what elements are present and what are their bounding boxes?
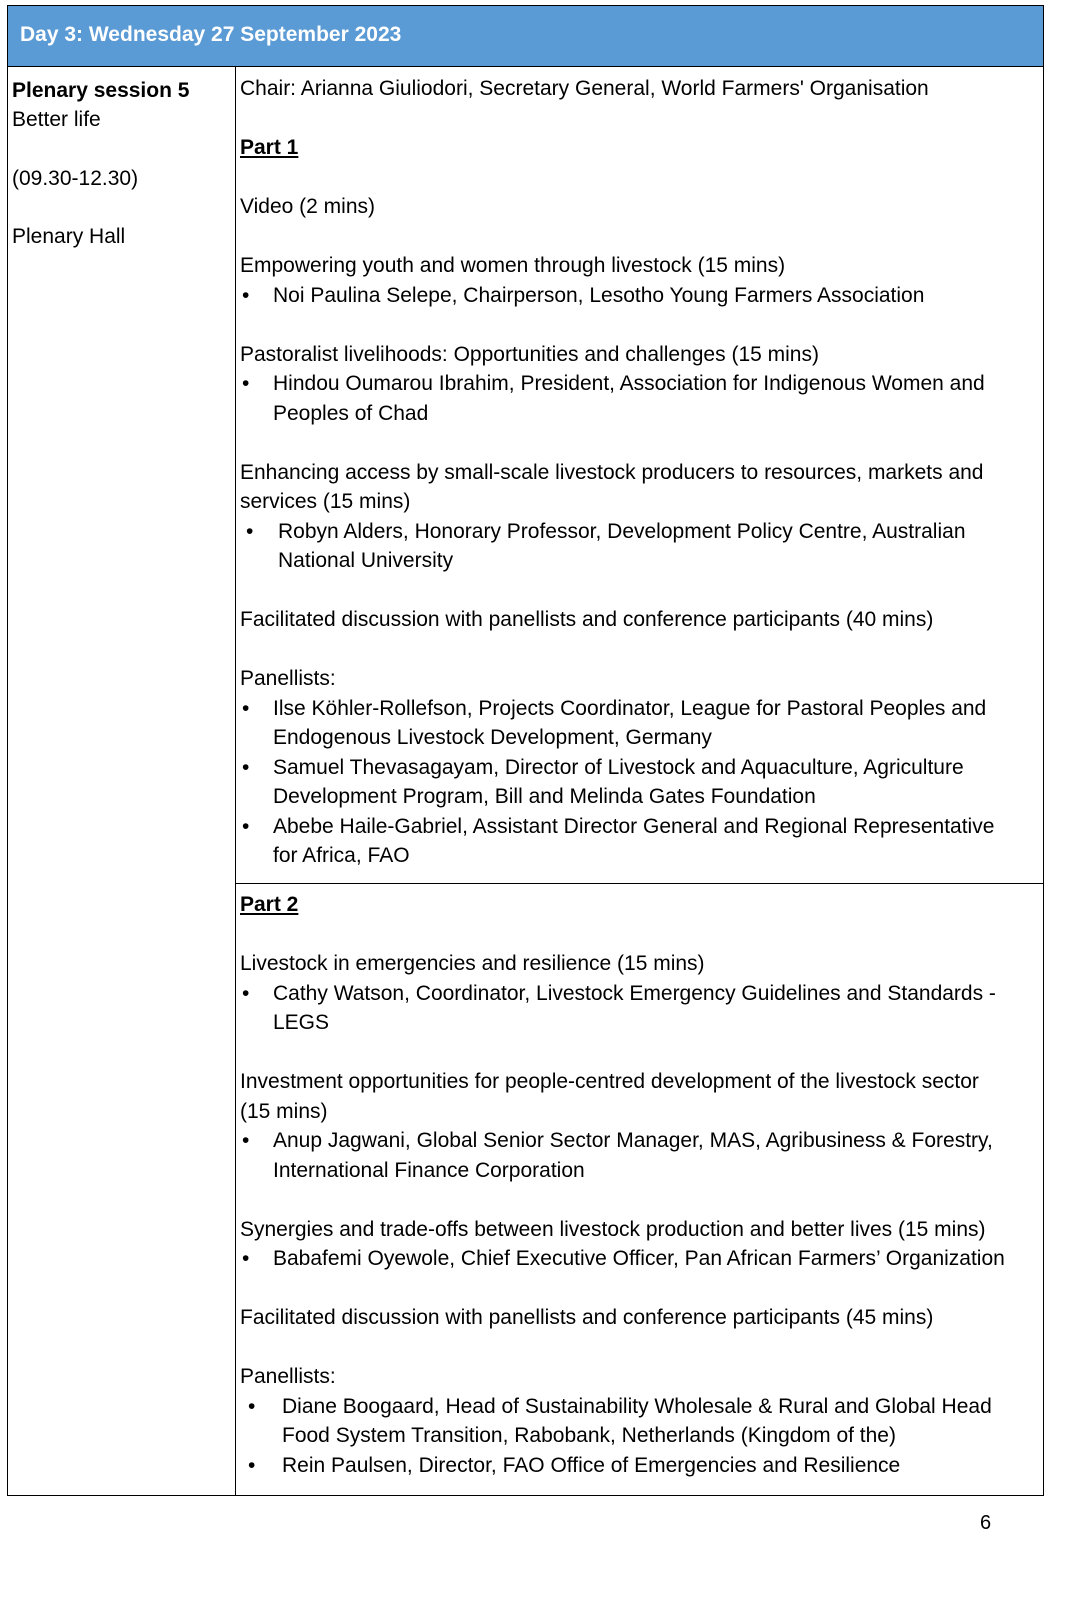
bullet-icon: •: [242, 814, 250, 838]
panellist-item: • Abebe Haile-Gabriel, Assistant Director General and Regional Representative for Africa, FAO: [240, 812, 1030, 871]
bullet-icon: •: [242, 283, 250, 307]
part-divider: [236, 883, 1043, 884]
session-name: Plenary session 5: [12, 79, 190, 102]
video-item: Video (2 mins): [240, 195, 376, 218]
topic-title: Livestock in emergencies and resilience (15 mins): [240, 952, 705, 975]
page-number: 6: [980, 1512, 992, 1534]
bullet-icon: •: [242, 372, 250, 395]
bullet-icon: •: [248, 1394, 256, 1418]
panellists-label: Panellists:: [240, 1365, 336, 1388]
topic-title-cont: (15 mins): [240, 1099, 328, 1123]
column-divider: [235, 67, 236, 1495]
panellist-item: • Rein Paulsen, Director, FAO Office of Emergencies and Resilience: [240, 1451, 1030, 1481]
discussion-item: Facilitated discussion with panellists and conference participants (40 mins): [240, 608, 934, 631]
bullet-icon: •: [242, 1247, 250, 1270]
panellist-item: • Diane Boogaard, Head of Sustainability Wholesale & Rural and Global Head Food System Transition, Rabobank, Netherlands (Kingdom of the): [240, 1392, 1030, 1451]
bullet-icon: •: [242, 981, 250, 1005]
session-time: (09.30-12.30): [12, 166, 139, 190]
bullet-icon: •: [242, 755, 250, 779]
discussion-item: Facilitated discussion with panellists and conference participants (45 mins): [240, 1306, 934, 1329]
session-location: Plenary Hall: [12, 225, 126, 248]
chair-line: Chair: Arianna Giuliodori, Secretary General, World Farmers' Organisation: [240, 77, 929, 100]
day-title: Day 3: Wednesday 27 September 2023: [20, 23, 402, 46]
speaker-item: • Hindou Oumarou Ibrahim, President, Association for Indigenous Women and Peoples of Chad: [240, 369, 1030, 428]
part1-heading: Part 1: [240, 136, 299, 159]
topic-title: Pastoralist livelihoods: Opportunities and challenges (15 mins): [240, 342, 819, 366]
bullet-icon: •: [248, 1453, 256, 1477]
topic-title: Enhancing access by small-scale livestock producers to resources, markets and: [240, 460, 984, 484]
panellist-item: • Samuel Thevasagayam, Director of Livestock and Aquaculture, Agriculture Development Program, Bill and Melinda Gates Foundation: [240, 753, 1030, 812]
topic-title: Empowering youth and women through livestock (15 mins): [240, 254, 786, 277]
panellists-label: Panellists:: [240, 667, 336, 690]
speaker-item: • Cathy Watson, Coordinator, Livestock Emergency Guidelines and Standards - LEGS: [240, 979, 1030, 1038]
topic-title: Investment opportunities for people-centred development of the livestock sector: [240, 1070, 979, 1093]
speaker-item: • Noi Paulina Selepe, Chairperson, Lesotho Young Farmers Association: [240, 281, 1030, 311]
part2-heading: Part 2: [240, 893, 299, 916]
speaker-item: • Babafemi Oyewole, Chief Executive Officer, Pan African Farmers’ Organization: [240, 1244, 1030, 1274]
speaker-item: • Anup Jagwani, Global Senior Sector Manager, MAS, Agribusiness & Forestry, International Finance Corporation: [240, 1126, 1030, 1185]
day-header: [8, 6, 1043, 67]
part1-cell: [240, 74, 1030, 871]
session-theme: Better life: [12, 108, 101, 131]
topic-title-cont: services (15 mins): [240, 490, 411, 513]
panellist-item: • Ilse Köhler-Rollefson, Projects Coordinator, League for Pastoral Peoples and Endogenous Livestock Development, Germany: [240, 694, 1030, 753]
topic-title: Synergies and trade-offs between livestock production and better lives (15 mins): [240, 1217, 986, 1241]
bullet-icon: •: [242, 696, 250, 720]
bullet-icon: •: [242, 1129, 250, 1152]
bullet-icon: •: [246, 519, 254, 543]
session-info: [12, 76, 222, 251]
part2-cell: [240, 890, 1030, 1480]
speaker-item: • Robyn Alders, Honorary Professor, Development Policy Centre, Australian National University: [240, 517, 1030, 576]
